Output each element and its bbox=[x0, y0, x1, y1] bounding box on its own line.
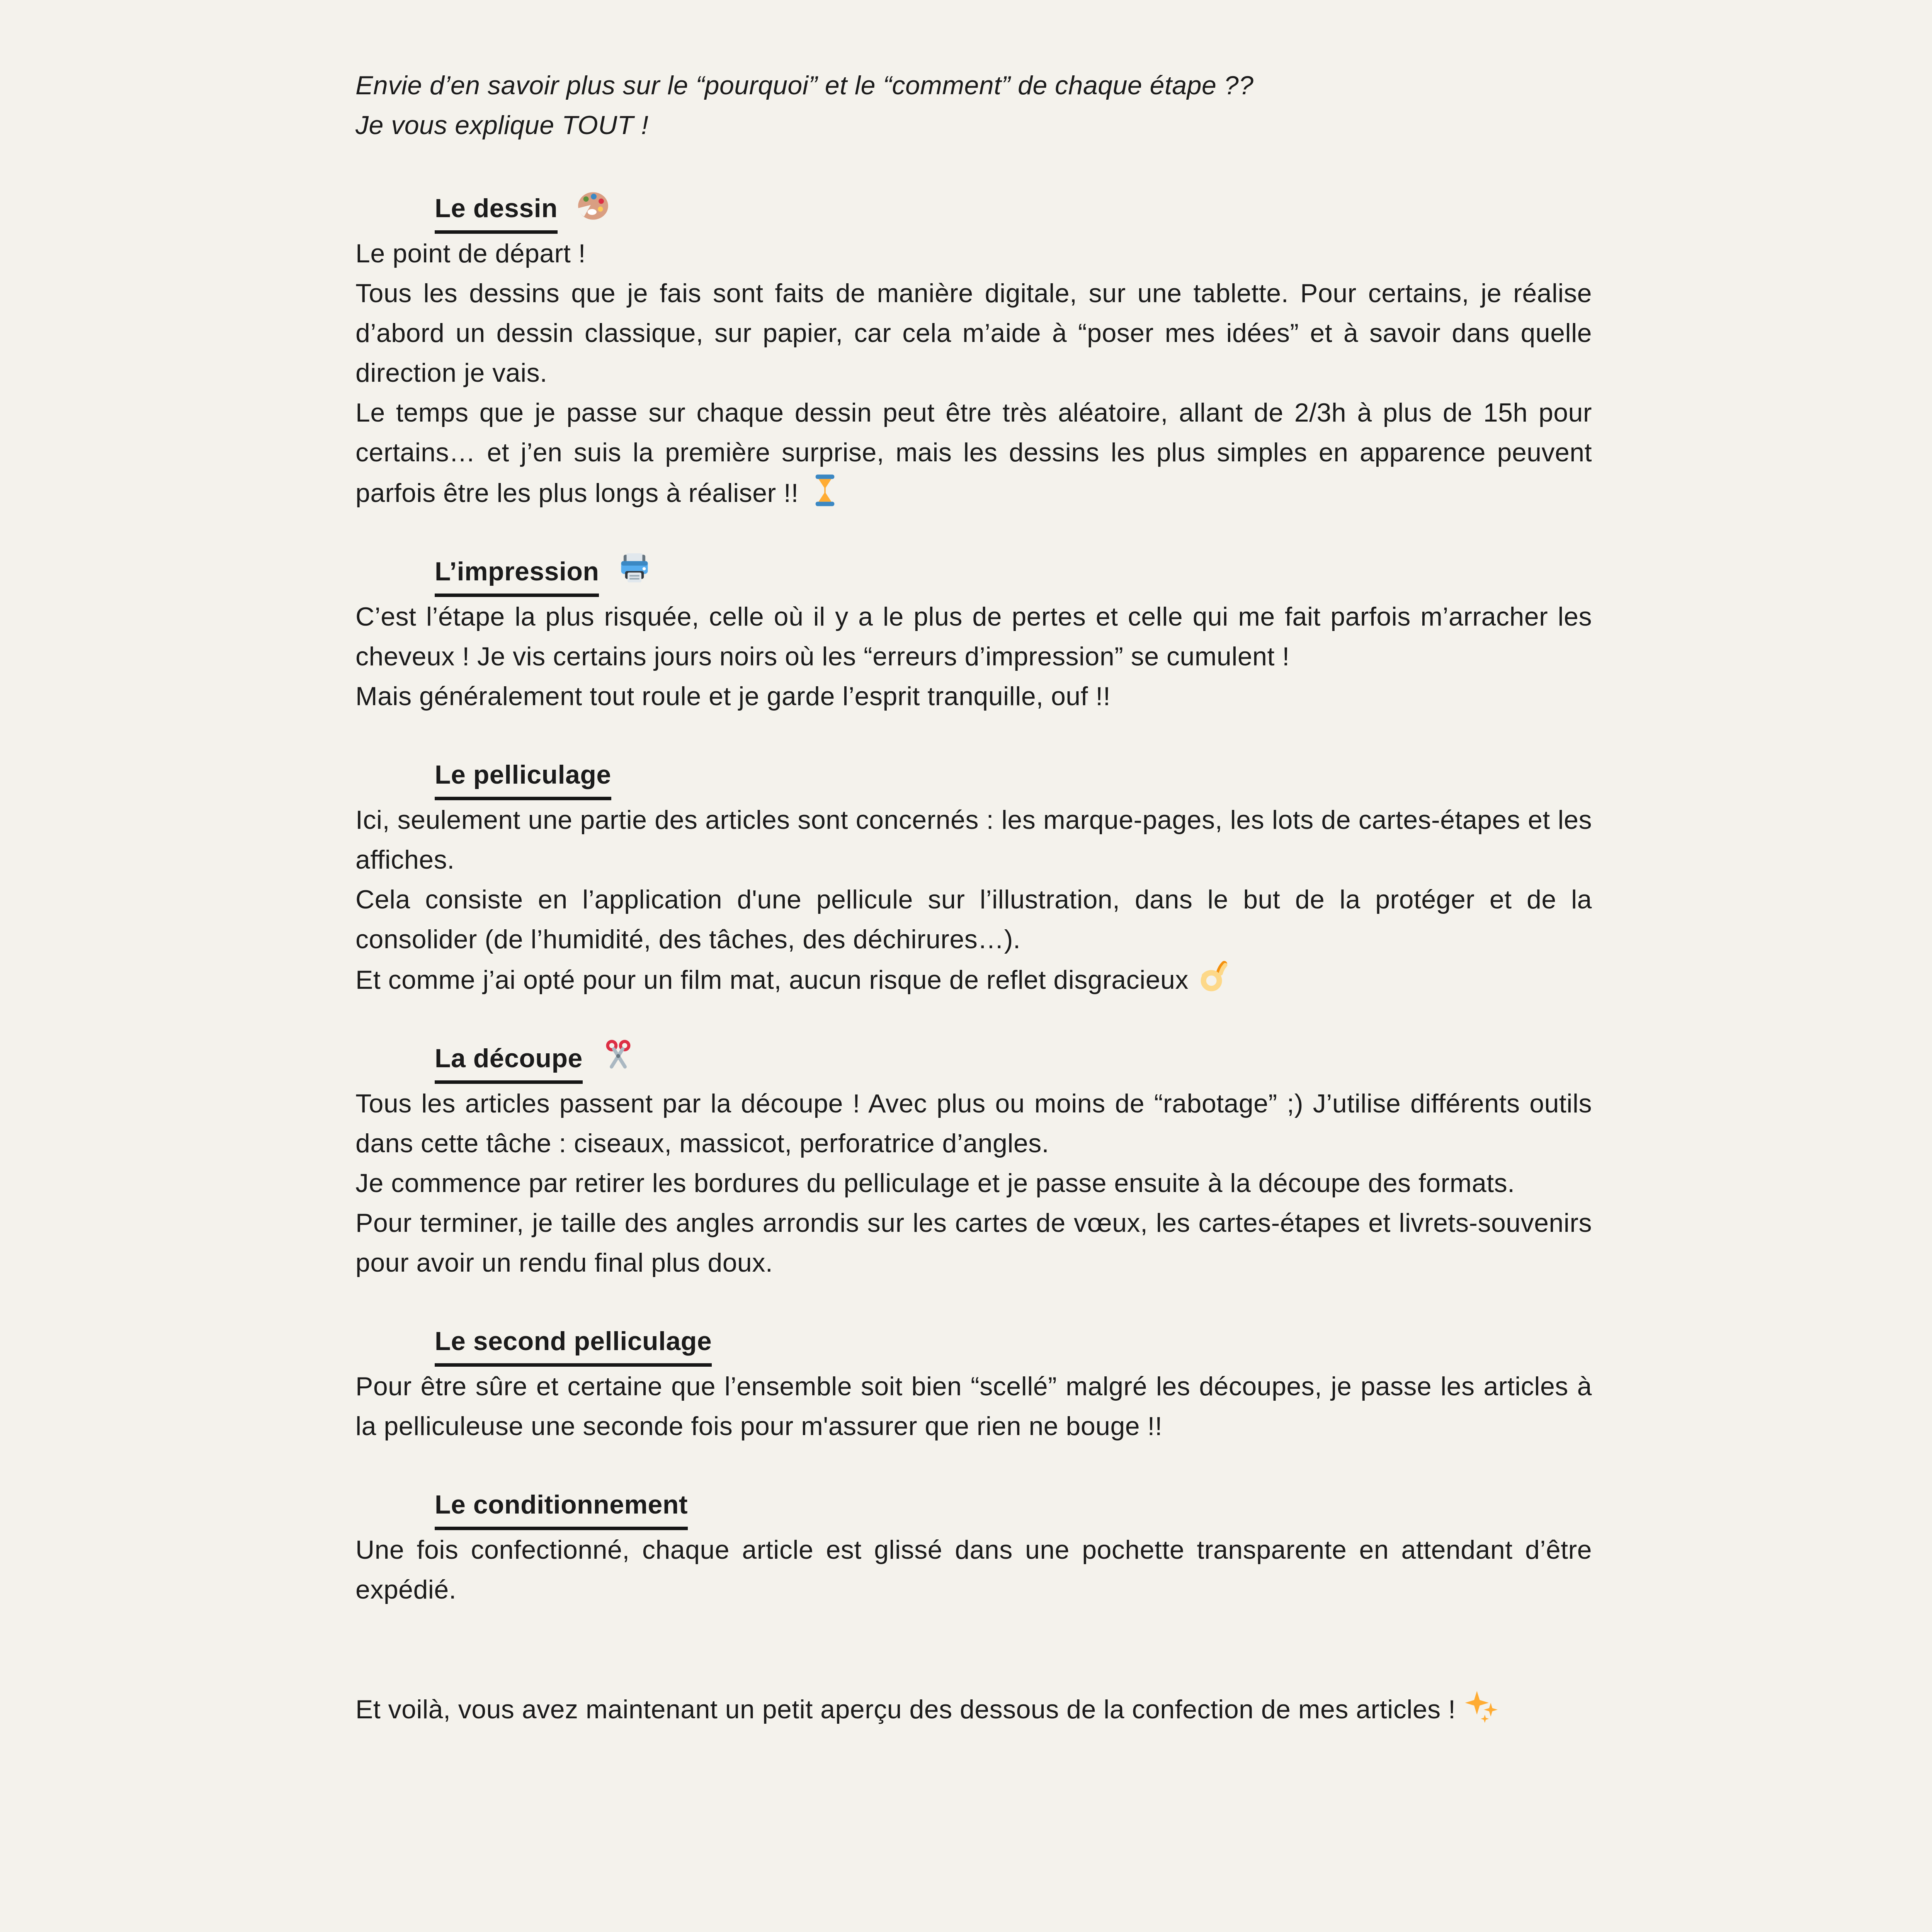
section-paragraph bbox=[355, 1530, 1592, 1610]
paragraph-text: Le temps que je passe sur chaque dessin peut être très aléatoire, allant de 2/3h à plus de 15h pour certains… et j’en suis la première surprise, mais les dessins les plus simples en apparence peuvent parfois être les plus longs à réaliser !! bbox=[355, 398, 1592, 508]
closing-paragraph bbox=[355, 1689, 1592, 1730]
section-heading bbox=[355, 1321, 1592, 1367]
section-heading-text: Le pelliculage bbox=[435, 755, 611, 800]
section-heading-text: Le second pelliculage bbox=[435, 1321, 712, 1367]
intro bbox=[355, 66, 1592, 145]
intro-line-2: Je vous explique TOUT ! bbox=[355, 111, 649, 140]
section-paragraph bbox=[355, 880, 1592, 959]
section bbox=[355, 552, 1592, 716]
intro-line-1: Envie d’en savoir plus sur le “pourquoi” et le “comment” de chaque étape ?? bbox=[355, 71, 1254, 100]
section-heading bbox=[355, 755, 1592, 800]
section-paragraph bbox=[355, 1203, 1592, 1283]
paragraph-text: Ici, seulement une partie des articles sont concernés : les marque-pages, les lots de cartes-étapes et les affiches. bbox=[355, 805, 1592, 874]
section-paragraph bbox=[355, 1163, 1592, 1203]
section-paragraph bbox=[355, 1367, 1592, 1446]
paragraph-text: Tous les dessins que je fais sont faits de manière digitale, sur une tablette. Pour certains, je réalise d’abord un dessin classique, sur papier, car cela m’aide à “poser mes idées” et à savoir dans quelle direction je vais. bbox=[355, 279, 1592, 388]
paragraph-text: Tous les articles passent par la découpe ! Avec plus ou moins de “rabotage” ;) J’utilise différents outils dans cette tâche : ciseaux, massicot, perforatrice d’angles. bbox=[355, 1089, 1592, 1158]
section bbox=[355, 189, 1592, 513]
paragraph-text: Une fois confectionné, chaque article est glissé dans une pochette transparente en attendant d’être expédié. bbox=[355, 1535, 1592, 1604]
section-heading bbox=[355, 189, 1592, 234]
paragraph-text: Cela consiste en l’application d'une pellicule sur l’illustration, dans le but de la protéger et de la consolider (de l’humidité, des tâches, des déchirures…). bbox=[355, 885, 1592, 954]
sparkles-icon bbox=[1464, 1689, 1500, 1725]
section-paragraph bbox=[355, 393, 1592, 513]
scissors-icon bbox=[600, 1039, 636, 1074]
printer-icon bbox=[617, 552, 652, 587]
section-paragraph bbox=[355, 800, 1592, 880]
paragraph-text: Je commence par retirer les bordures du pelliculage et je passe ensuite à la découpe des formats. bbox=[355, 1168, 1515, 1198]
paragraph-text: Et comme j’ai opté pour un film mat, aucun risque de reflet disgracieux bbox=[355, 965, 1189, 995]
section-heading bbox=[355, 552, 1592, 597]
hourglass-icon bbox=[807, 473, 843, 508]
section-paragraph bbox=[355, 597, 1592, 677]
section bbox=[355, 1485, 1592, 1610]
section-heading-text: La découpe bbox=[435, 1039, 583, 1084]
paragraph-text: Pour terminer, je taille des angles arrondis sur les cartes de vœux, les cartes-étapes et livrets-souvenirs pour avoir un rendu final plus doux. bbox=[355, 1208, 1592, 1277]
closing-text: Et voilà, vous avez maintenant un petit aperçu des dessous de la confection de mes articles ! bbox=[355, 1695, 1456, 1724]
paragraph-text: Le point de départ ! bbox=[355, 239, 586, 268]
section-heading bbox=[355, 1039, 1592, 1084]
paragraph-text: Mais généralement tout roule et je garde l’esprit tranquille, ouf !! bbox=[355, 682, 1111, 711]
section bbox=[355, 755, 1592, 1000]
section-paragraph bbox=[355, 274, 1592, 393]
ok-hand-icon bbox=[1197, 959, 1233, 995]
section-paragraph bbox=[355, 959, 1592, 1000]
section-heading bbox=[355, 1485, 1592, 1530]
palette-icon bbox=[575, 189, 611, 224]
section-heading-text: Le dessin bbox=[435, 189, 558, 234]
paragraph-text: C’est l’étape la plus risquée, celle où il y a le plus de pertes et celle qui me fait parfois m’arracher les cheveux ! Je vis certains jours noirs où les “erreurs d’impression” se cumulent ! bbox=[355, 602, 1592, 671]
section-heading-text: L’impression bbox=[435, 552, 599, 597]
section-paragraph bbox=[355, 1084, 1592, 1163]
section bbox=[355, 1321, 1592, 1446]
section bbox=[355, 1039, 1592, 1283]
paragraph-text: Pour être sûre et certaine que l’ensemble soit bien “scellé” malgré les découpes, je passe les articles à la pelliculeuse une seconde fois pour m'assurer que rien ne bouge !! bbox=[355, 1372, 1592, 1441]
section-heading-text: Le conditionnement bbox=[435, 1485, 688, 1530]
section-paragraph bbox=[355, 234, 1592, 274]
section-paragraph bbox=[355, 677, 1592, 716]
sections bbox=[355, 189, 1592, 1610]
